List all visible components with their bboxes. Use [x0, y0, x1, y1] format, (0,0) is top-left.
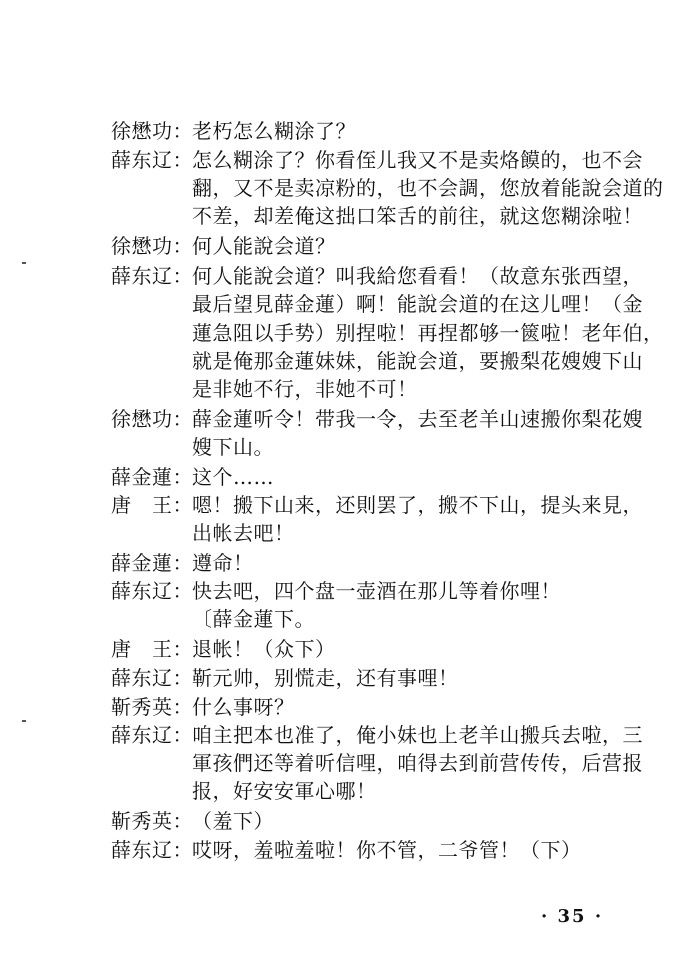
- dialogue-text: 这个……: [192, 465, 274, 489]
- dialogue-text: 咱主把本也准了，俺小妹也上老羊山搬兵去啦，三: [192, 723, 643, 747]
- dialogue-text: 不差，却差俺这拙口笨舌的前往，就这您糊涂啦！: [192, 204, 643, 228]
- page-number: · 35 ·: [541, 906, 604, 927]
- dialogue-text: 快去吧，四个盘一壶酒在那儿等着你哩！: [192, 579, 561, 603]
- speaker-name: 薛金蓮：: [111, 551, 193, 575]
- speaker-name: 薛金蓮：: [111, 465, 193, 489]
- scan-mark: [22, 720, 26, 722]
- dialogue-text: 退帐！（众下）: [192, 637, 336, 661]
- speaker-name: 薛东辽：: [111, 148, 193, 172]
- dialogue-text: 最后望見薛金蓮）啊！能說会道的在这儿哩！（金: [192, 292, 643, 316]
- dialogue-text: 哎呀，羞啦羞啦！你不管，二爷管！（下）: [192, 838, 582, 862]
- dialogue-text: 軍孩們还等着听信哩，咱得去到前营传传，后营报: [192, 751, 643, 775]
- dialogue-text: 嫂下山。: [192, 435, 274, 459]
- dialogue-text: 老朽怎么糊涂了？: [192, 119, 356, 143]
- dialogue-text: 何人能說会道？: [192, 234, 336, 258]
- speaker-name: 薛东辽：: [111, 579, 193, 603]
- dialogue-text: 蓮急阻以手势）别捏啦！再捏都够一篋啦！老年伯，: [192, 321, 664, 345]
- speaker-name: 薛东辽：: [111, 723, 193, 747]
- dialogue-text: 靳元帅，别慌走，还有事哩！: [192, 666, 459, 690]
- speaker-name: 薛东辽：: [111, 838, 193, 862]
- dialogue-text: 出帐去吧！: [192, 521, 295, 545]
- dialogue-text: 怎么糊涂了？你看侄儿我又不是卖烙饃的，也不会: [192, 148, 643, 172]
- speaker-name: 徐懋功：: [111, 119, 193, 143]
- speaker-name: 薛东辽：: [111, 666, 193, 690]
- dialogue-text: 报，好安安軍心哪！: [192, 779, 377, 803]
- dialogue-text: 〔薛金蓮下。: [192, 607, 315, 631]
- dialogue-text: 何人能說会道？叫我給您看看！（故意东张西望，: [192, 264, 643, 288]
- dialogue-text: 薛金蓮听令！带我一令，去至老羊山速搬你梨花嫂: [192, 407, 643, 431]
- dialogue-text: 翻，又不是卖凉粉的，也不会調，您放着能說会道的: [192, 176, 664, 200]
- dialogue-text: 嗯！搬下山来，还則罢了，搬不下山，提头来見，: [192, 493, 643, 517]
- speaker-name: 唐 王：: [111, 637, 193, 661]
- speaker-name: 徐懋功：: [111, 234, 193, 258]
- dialogue-text: （羞下）: [192, 809, 274, 833]
- dialogue-text: 就是俺那金蓮妹妹，能說会道，要搬梨花嫂嫂下山: [192, 349, 643, 373]
- dialogue-text: 是非她不行，非她不可！: [192, 377, 418, 401]
- scan-mark: [22, 262, 26, 264]
- speaker-name: 唐 王：: [111, 493, 193, 517]
- speaker-name: 靳秀英：: [111, 695, 193, 719]
- speaker-name: 靳秀英：: [111, 809, 193, 833]
- speaker-name: 徐懋功：: [111, 407, 193, 431]
- dialogue-text: 什么事呀？: [192, 695, 295, 719]
- dialogue-text: 遵命！: [192, 551, 254, 575]
- speaker-name: 薛东辽：: [111, 264, 193, 288]
